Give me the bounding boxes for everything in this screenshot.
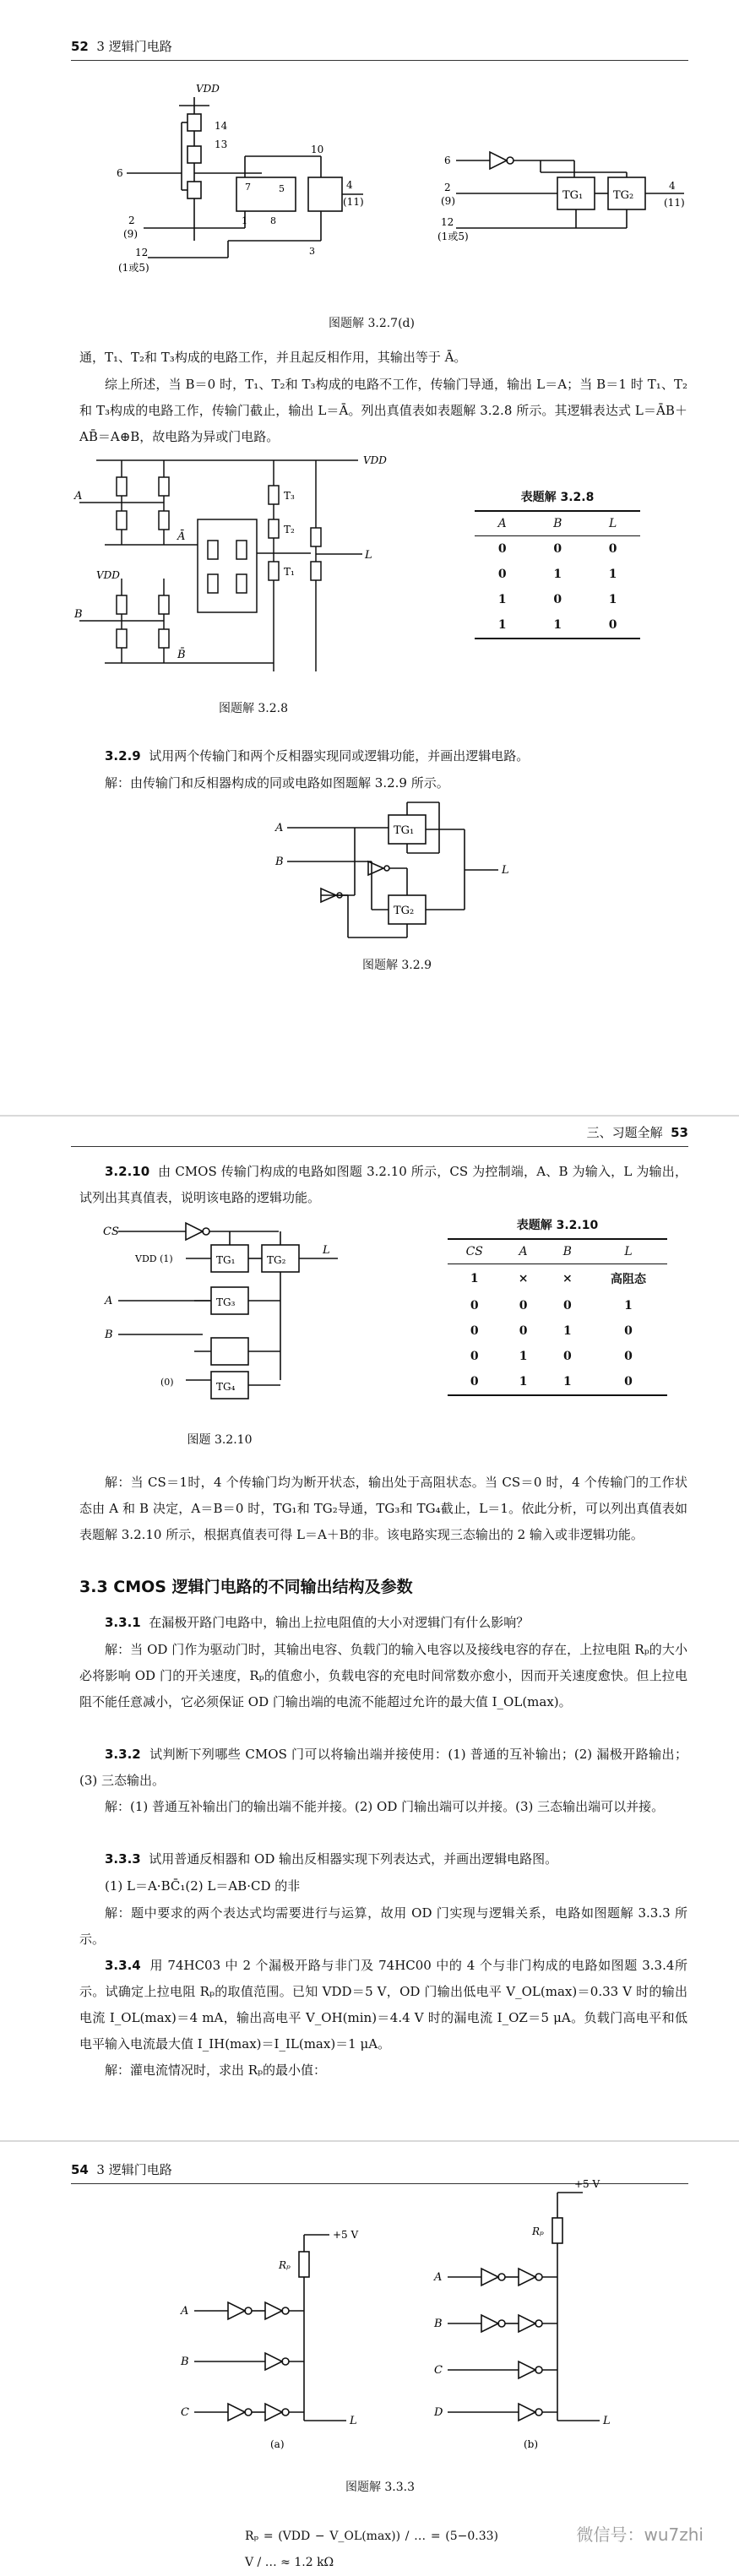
- question-number: 3.3.1: [105, 1615, 141, 1630]
- page-header: [71, 1122, 688, 1147]
- table-cell: 0: [470, 1350, 479, 1363]
- vplus-a: +5 V: [333, 2229, 359, 2241]
- bbar-label: B̄: [177, 649, 186, 661]
- t2-label: T₂: [284, 524, 295, 535]
- table-cell: 0: [470, 1324, 479, 1338]
- pin-12: 12: [135, 247, 149, 258]
- table-cell: 0: [519, 1324, 528, 1338]
- table-cell: 0: [624, 1350, 633, 1363]
- pin-1: 1: [242, 215, 247, 226]
- table-header-row: [475, 511, 640, 536]
- zero-label: (0): [160, 1377, 174, 1388]
- question-3-3-3: [79, 1846, 687, 1872]
- question-number: 3.3.4: [105, 1958, 141, 1973]
- t3-label: T₃: [284, 490, 295, 502]
- table-cell: 0: [519, 1299, 528, 1312]
- page-number: 52: [71, 39, 89, 54]
- input-B-329: B: [275, 856, 284, 868]
- question-text: 试判断下列哪些 CMOS 门可以将输出端并接使用：(1) 普通的互补输出；(2) 漏极开路输出；(3) 三态输出。: [79, 1747, 687, 1788]
- table-cell: 1: [502, 1369, 546, 1395]
- pin-9: (9): [123, 228, 138, 240]
- pin-7: 7: [245, 182, 251, 193]
- figure-caption-3-3-3: 图题解 3.3.3: [345, 2481, 416, 2494]
- answer-3-3-3: 解：题中要求的两个表达式均需要进行与运算，故用 OD 门实现与逻辑关系，电路如图题解 3.3.3 所示。: [79, 1905, 687, 1947]
- t1-label: T₁: [284, 566, 295, 578]
- table-cell: 1: [519, 1350, 528, 1363]
- figure-caption-3-2-7d: 图题解 3.2.7(d): [329, 317, 415, 330]
- question-number: 3.3.3: [105, 1851, 141, 1867]
- rp-b: Rₚ: [532, 2225, 544, 2237]
- input-A-333a: A: [181, 2305, 189, 2318]
- table-cell: 1: [562, 1324, 572, 1338]
- output-L-3210: L: [323, 1244, 330, 1257]
- table-header-cell: A: [502, 1239, 546, 1264]
- question-3-2-9: [79, 743, 687, 769]
- output-L-label: L: [365, 549, 372, 562]
- table-body: [475, 536, 640, 639]
- pin-11-logic: (11): [664, 197, 685, 209]
- pin-12-logic: 12: [441, 216, 454, 228]
- table-row: [448, 1264, 667, 1294]
- figure-3-3-3b: [431, 2176, 633, 2454]
- answer-3-2-9: 解：由传输门和反相器构成的同或电路如图题解 3.2.9 所示。: [105, 775, 449, 791]
- tg2-329: TG₂: [394, 905, 415, 917]
- input-D-333b: D: [434, 2406, 443, 2419]
- figure-3-3-3a: [177, 2218, 380, 2454]
- table-cell: 0: [553, 593, 562, 606]
- page-54: [0, 2142, 739, 2569]
- pin-13: 13: [215, 139, 228, 150]
- vdd-label-328: VDD: [363, 454, 387, 466]
- table-cell: 0: [562, 1299, 572, 1312]
- answer-3-2-10: 解：当 CS＝1时，4 个传输门均为断开状态，输出处于高阻状态。当 CS＝0 时，4 个传输门的工作状态由 A 和 B 决定，A＝B＝0 时，TG₁和 TG₂导通，TG₃和 TG₄截止，L＝1。依此分析，可以列出真值表如表题解 3.2.10 所示，根据真值表可得 L＝A＋B的非。该电路实现三态输出的 2 输入或非逻辑功能。: [79, 1475, 687, 1542]
- output-L-333b: L: [603, 2415, 611, 2427]
- paragraph-text1: 通，T₁、T₂和 T₃构成的电路工作，并且起反相作用，其输出等于 Ā。: [79, 350, 467, 365]
- pin-14: 14: [215, 120, 228, 132]
- table-row: [475, 562, 640, 587]
- table-cell: 0: [608, 542, 617, 556]
- question-3-3-2: [79, 1742, 687, 1794]
- table-cell: 0: [624, 1324, 633, 1338]
- answer-3-3-2: 解：(1) 普通互补输出门的输出端不能并接。(2) OD 门输出端可以并接。(3) 三态输出端可以并接。: [105, 1799, 665, 1814]
- page-number: 53: [671, 1125, 688, 1140]
- input-C-333a: C: [181, 2406, 189, 2419]
- page-header: [71, 35, 688, 61]
- pin-9-logic: (9): [441, 195, 455, 207]
- tg1-329: TG₁: [394, 824, 415, 837]
- table-header-cell: L: [585, 511, 640, 536]
- question-number: 3.2.9: [105, 748, 141, 764]
- question-3-3-3-expr: (1) L＝A·BC̄₁(2) L＝AB·CD 的非: [105, 1878, 301, 1894]
- question-text: 试用普通反相器和 OD 输出反相器实现下列表达式，并画出逻辑电路图。: [149, 1851, 558, 1867]
- table-cell: 1: [608, 593, 617, 606]
- rp-a: Rₚ: [279, 2259, 291, 2271]
- figure-caption-3-2-8: 图题解 3.2.8: [218, 702, 289, 715]
- figure-3-2-7d-logic: [439, 135, 693, 270]
- pin-4: 4: [346, 179, 353, 191]
- figure-caption-3-2-10: 图题 3.2.10: [187, 1433, 253, 1447]
- table-row: [448, 1344, 667, 1369]
- table-header-cell: B: [530, 511, 585, 536]
- answer-3-3-1: 解：当 OD 门作为驱动门时，其输出电容、负载门的输入电容以及接线电容的存在，上拉电阻 Rₚ的大小必将影响 OD 门的开关速度，Rₚ的值愈小，负载电容的充电时间常数亦愈小，因而开关速度愈快。但上拉电阻不能任意减小，它必须保证 OD 门输出端的电流不能超过允许的最大值 I_OL(max)。: [79, 1642, 687, 1709]
- chapter-title: 3 逻辑门电路: [96, 2162, 172, 2177]
- question-number: 3.2.10: [105, 1164, 150, 1179]
- output-L-329: L: [502, 864, 509, 877]
- pin-10: 10: [311, 144, 324, 155]
- input-A-333b: A: [434, 2271, 443, 2284]
- question-text: 由 CMOS 传输门构成的电路如图题 3.2.10 所示，CS 为控制端，A、B 为输入，L 为输出，试列出其真值表，说明该电路的逻辑功能。: [79, 1164, 687, 1205]
- tg2-3210: TG₂: [267, 1254, 286, 1266]
- table-cell: 0: [585, 612, 640, 639]
- tg2-label: TG₂: [613, 189, 634, 202]
- pin-4-logic: 4: [669, 180, 676, 192]
- pin-6: 6: [117, 167, 123, 179]
- page-number: 54: [71, 2162, 89, 2177]
- truth-table-3-2-8: [475, 510, 640, 639]
- figure-3-2-9: [270, 802, 532, 950]
- answer-3-3-4: 解：灌电流情况时，求出 Rₚ的最小值：: [105, 2062, 327, 2078]
- table-cell: 1: [475, 612, 530, 639]
- pin-2: 2: [128, 215, 135, 226]
- tg1-label: TG₁: [562, 189, 584, 202]
- table-cell: 1: [497, 593, 507, 606]
- vdd-label-328-b: VDD: [96, 569, 120, 581]
- table-cell: 0: [553, 542, 562, 556]
- truth-table-3-2-10: [448, 1238, 667, 1396]
- table-header-cell: B: [546, 1239, 590, 1264]
- figure-3-2-7d-cmos: [110, 80, 380, 300]
- table-cell: 0: [497, 542, 507, 556]
- table-header-cell: L: [590, 1239, 667, 1264]
- wechat-watermark: 微信号：wu7zhi: [576, 2524, 704, 2545]
- pin-2-logic: 2: [444, 182, 451, 193]
- figure-3-2-8: [71, 452, 409, 688]
- input-A-label: A: [74, 490, 83, 503]
- vdd-label: VDD: [196, 83, 220, 95]
- pin-3: 3: [309, 246, 315, 257]
- pin-5: 5: [279, 183, 285, 194]
- tg4-3210: TG₄: [216, 1381, 236, 1393]
- table-cell: 1: [470, 1272, 479, 1285]
- table-cell: 0: [590, 1369, 667, 1395]
- input-A-3210: A: [105, 1295, 113, 1307]
- pin-11: (11): [343, 196, 364, 208]
- table-cell: 1: [608, 568, 617, 581]
- input-B-3210: B: [105, 1329, 113, 1341]
- table-row: [475, 587, 640, 612]
- pin-6-logic: 6: [444, 155, 451, 166]
- paragraph-text2: 综上所述，当 B＝0 时，T₁、T₂和 T₃构成的电路不工作，传输门导通，输出 L＝A；当 B＝1 时 T₁、T₂和 T₃构成的电路工作，传输门截止，输出 L＝Ā。列出真值表如表题解 3.2.8 所示。其逻辑表达式 L＝ĀB＋AB̄＝A⊕B，故电路为异或门电路。: [79, 377, 687, 444]
- input-B-333a: B: [181, 2356, 189, 2368]
- pin-1or5-logic: (1或5): [437, 231, 469, 242]
- input-C-333b: C: [434, 2364, 443, 2377]
- table-title-3-2-10: 表题解 3.2.10: [516, 1219, 599, 1232]
- table-row: [475, 536, 640, 562]
- tg3-3210: TG₃: [216, 1296, 236, 1308]
- table-cell: 1: [553, 568, 562, 581]
- question-text: 试用两个传输门和两个反相器实现同或逻辑功能，并画出逻辑电路。: [149, 748, 530, 764]
- subfig-b: (b): [524, 2438, 539, 2450]
- vdd-1-label: VDD (1): [135, 1253, 173, 1264]
- chapter-title: 3 逻辑门电路: [96, 39, 172, 54]
- table-row: [475, 612, 640, 639]
- question-number: 3.3.2: [105, 1747, 141, 1762]
- section-title-3-3: 3.3 CMOS 逻辑门电路的不同输出结构及参数: [79, 1578, 413, 1596]
- page-52: [0, 0, 739, 1115]
- table-cell: 0: [497, 568, 507, 581]
- subfig-a: (a): [270, 2438, 285, 2450]
- table-cell: ×: [562, 1272, 573, 1285]
- table-cell: 1: [530, 612, 585, 639]
- table-cell: 1: [546, 1369, 590, 1395]
- question-3-3-1: [79, 1610, 687, 1636]
- table-cell: 高阻态: [610, 1273, 646, 1286]
- table-row: [448, 1293, 667, 1318]
- input-A-329: A: [275, 822, 284, 834]
- table-title-3-2-8: 表题解 3.2.8: [520, 491, 595, 504]
- table-header-cell: CS: [448, 1239, 502, 1264]
- output-L-333a: L: [350, 2415, 357, 2427]
- table-cell: 0: [448, 1369, 502, 1395]
- table-cell: ×: [518, 1272, 529, 1285]
- table-row: [448, 1369, 667, 1395]
- question-text: 用 74HC03 中 2 个漏极开路与非门及 74HC00 中的 4 个与非门构成的电路如图题 3.3.4所示。试确定上拉电阻 Rₚ的取值范围。已知 VDD＝5 V，OD 门输出低电平 V_OL(max)＝0.33 V 时的输出电流 I_OL(max)＝4 mA，输出高电平 V_OH(min)＝4.4 V 时的漏电流 I_OZ＝5 μA。负载门高电平和低电平输入电流最大值 I_IH(max)＝I_IL(max)＝1 μA。: [79, 1958, 687, 2052]
- tg1-3210: TG₁: [216, 1254, 236, 1266]
- table-header-row: [448, 1239, 667, 1264]
- table-row: [448, 1318, 667, 1344]
- table-cell: 1: [624, 1299, 633, 1312]
- vplus-b: +5 V: [574, 2178, 600, 2190]
- pin-1or5: (1或5): [118, 262, 149, 274]
- page-53: [0, 1117, 739, 2140]
- pin-8: 8: [270, 215, 276, 226]
- section-name: 三、习题全解: [586, 1125, 663, 1140]
- table-body: [448, 1264, 667, 1396]
- formula-rp-min: Rₚ = (VDD − V_OL(max)) / … = (5−0.33) V / … ≈ 1.2 kΩ: [245, 2530, 498, 2569]
- figure-3-2-10: [101, 1211, 355, 1422]
- cs-label: CS: [103, 1226, 119, 1238]
- table-cell: 0: [470, 1299, 479, 1312]
- question-3-2-10: [79, 1159, 687, 1211]
- table-cell: 0: [562, 1350, 572, 1363]
- question-text: 在漏极开路门电路中，输出上拉电阻值的大小对逻辑门有什么影响？: [149, 1615, 530, 1630]
- abar-label: Ā: [177, 530, 186, 543]
- figure-caption-3-2-9: 图题解 3.2.9: [361, 959, 432, 972]
- table-header-cell: A: [475, 511, 530, 536]
- input-B-333b: B: [434, 2318, 443, 2330]
- question-3-3-4: [79, 1953, 687, 2057]
- input-B-label: B: [74, 608, 83, 621]
